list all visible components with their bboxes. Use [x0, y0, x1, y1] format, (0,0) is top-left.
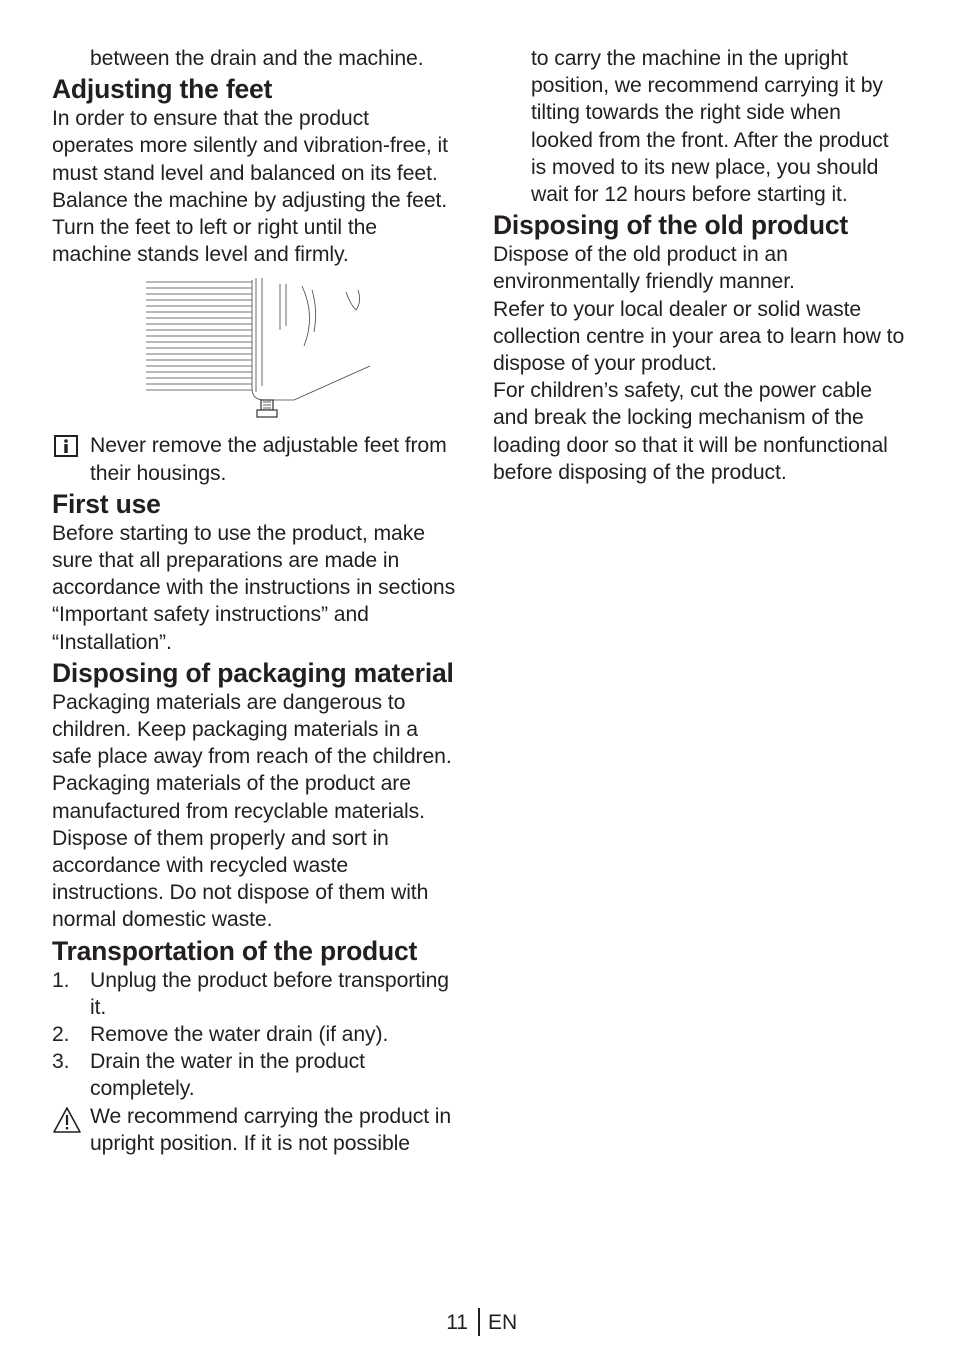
list-item: [52, 1021, 456, 1048]
heading-transportation: Transportation of the product: [52, 935, 418, 966]
step-text: Remove the water drain (if any).: [90, 1023, 389, 1047]
list-item: [52, 1048, 456, 1102]
transport-continued-text: to carry the machine in the upright position, we recommend carrying it by tilting towards the right side when looked from the front. After the product is moved to its new place, you should wait for 12 hours before starting it.: [531, 47, 889, 207]
packaging-paragraph-2: Packaging materials of the product are manufactured from recyclable materials. Dispose of them properly and sort in accordance with recycled waste instructions. Do not dispose of them with normal domestic waste.: [52, 772, 429, 932]
packaging-paragraph-1: Packaging materials are dangerous to children. Keep packaging materials in a safe place away from reach of the children.: [52, 690, 452, 769]
old-product-paragraph-2: Refer to your local dealer or solid waste collection centre in your area to learn how to dispose of your product.: [493, 297, 905, 376]
warning-note: [52, 1103, 456, 1157]
first-use-paragraph: Before starting to use the product, make sure that all preparations are made in accordance with the instructions in sections “Important safety instructions” and “Installation”.: [52, 521, 456, 654]
page-footer: [0, 1308, 954, 1338]
adjust-paragraph-1: In order to ensure that the product operates more silently and vibration-free, it must stand level and balanced on its feet. Balance the machine by adjusting the feet.: [52, 107, 448, 212]
heading-disposing-packaging: Disposing of packaging material: [52, 657, 454, 688]
warning-note-text: We recommend carrying the product in upright position. If it is not possible: [90, 1104, 452, 1155]
footer-divider: [478, 1308, 480, 1336]
info-icon: [54, 435, 78, 462]
heading-first-use: First use: [52, 488, 161, 519]
old-product-paragraph-1: Dispose of the old product in an environmentally friendly manner.: [493, 243, 795, 294]
old-product-paragraph-3: For children’s safety, cut the power cable and break the locking mechanism of the loading door so that it will be nonfunctional before disposing of the product.: [493, 379, 888, 484]
heading-adjusting-feet: Adjusting the feet: [52, 74, 273, 105]
right-column: [493, 45, 905, 486]
transport-steps-list: [52, 967, 456, 1103]
feet-illustration: [144, 276, 374, 426]
heading-disposing-old-product: Disposing of the old product: [493, 210, 849, 241]
step-number: 3.: [52, 1050, 70, 1074]
page-number: 11: [446, 1311, 468, 1334]
step-text: Unplug the product before transporting it.: [90, 968, 449, 1019]
language-code: EN: [488, 1311, 518, 1334]
adjust-paragraph-2: Turn the feet to left or right until the machine stands level and firmly.: [52, 216, 377, 267]
info-note-text: Never remove the adjustable feet from their housings.: [90, 434, 447, 485]
step-text: Drain the water in the product completely.: [90, 1050, 365, 1101]
intro-text: between the drain and the machine.: [90, 47, 424, 70]
step-number: 1.: [52, 968, 70, 992]
warning-icon: [54, 1106, 82, 1139]
step-number: 2.: [52, 1023, 70, 1047]
info-note: [52, 432, 456, 486]
list-item: [52, 967, 456, 1021]
left-column: [52, 45, 456, 1157]
